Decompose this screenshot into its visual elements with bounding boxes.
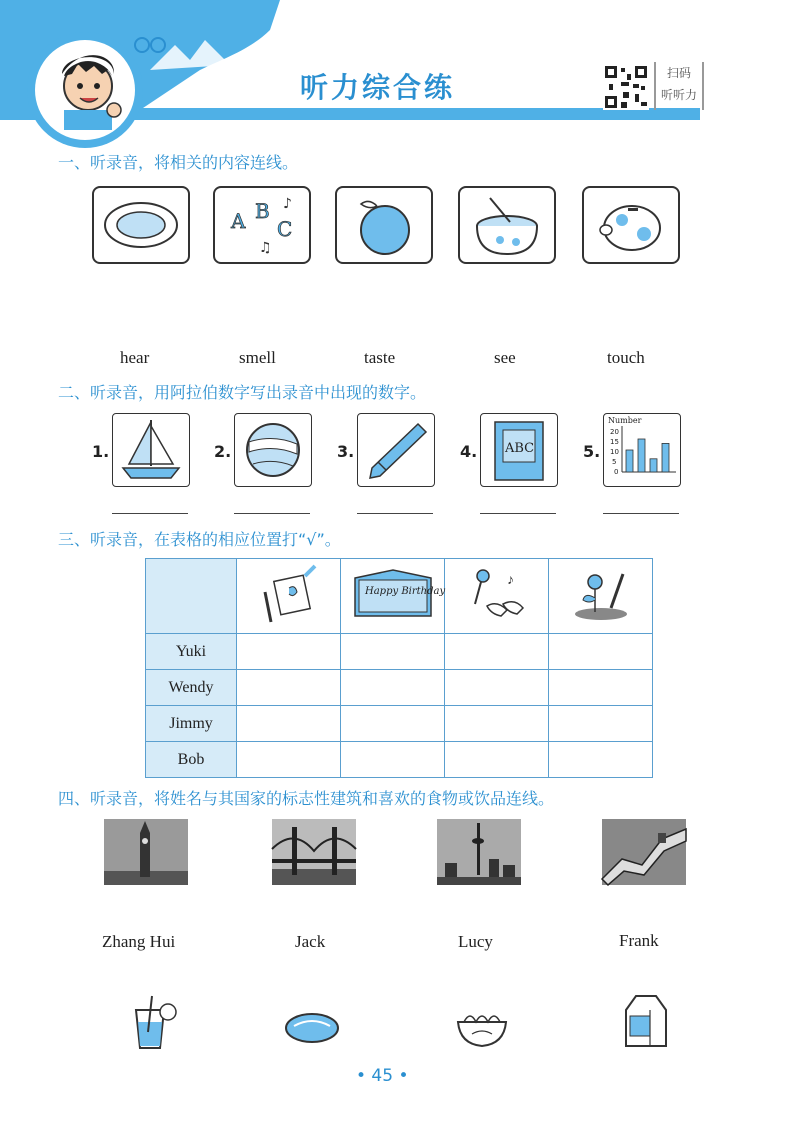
big-ben-icon xyxy=(104,819,188,885)
item-number-2: 2. xyxy=(214,442,232,461)
answer-blank-3[interactable] xyxy=(357,511,433,514)
abc-music-icon xyxy=(213,186,311,264)
name-lucy: Lucy xyxy=(458,932,493,951)
boy-avatar-icon xyxy=(42,44,132,130)
listen-label: 听听力 xyxy=(660,88,697,102)
answer-blank-1[interactable] xyxy=(112,511,188,514)
svg-text:B: B xyxy=(255,199,270,223)
svg-text:ABC: ABC xyxy=(505,441,535,456)
steak-icon xyxy=(282,996,342,1056)
cn-tower-icon xyxy=(437,819,521,885)
chart-ylabel: Number xyxy=(608,416,642,425)
noodles-icon xyxy=(452,994,512,1054)
check-cell[interactable] xyxy=(549,670,653,706)
name-zhang-hui: Zhang Hui xyxy=(102,932,176,951)
answer-blank-2[interactable] xyxy=(234,511,310,514)
table-row xyxy=(146,742,653,778)
page-title: 听力综合练 xyxy=(300,71,456,104)
row-name: Wendy xyxy=(146,670,237,706)
svg-text:♫: ♫ xyxy=(259,240,272,256)
section-3-title: 三、听录音，在表格的相应位置打“√”。 xyxy=(58,530,341,549)
table-corner xyxy=(146,559,237,634)
abc-book-icon xyxy=(480,413,558,487)
item-number-1: 1. xyxy=(92,442,110,461)
check-cell[interactable] xyxy=(341,742,445,778)
scan-listen-label xyxy=(654,62,704,110)
check-cell[interactable] xyxy=(341,706,445,742)
row-name: Yuki xyxy=(146,634,237,670)
word-taste: taste xyxy=(364,348,396,367)
chart-bar xyxy=(650,459,657,472)
plate-icon xyxy=(92,186,190,264)
page-number: • 45 • xyxy=(356,1066,409,1086)
milk-carton-icon xyxy=(614,990,674,1050)
chart-tick-0: 0 xyxy=(614,468,619,476)
word-smell: smell xyxy=(239,348,276,367)
item-number-3: 3. xyxy=(337,442,355,461)
check-cell[interactable] xyxy=(445,634,549,670)
svg-text:♪: ♪ xyxy=(506,572,514,588)
name-frank: Frank xyxy=(619,931,659,950)
table-row xyxy=(146,706,653,742)
table-row xyxy=(146,670,653,706)
planting-icon xyxy=(549,559,653,634)
svg-text:C: C xyxy=(277,217,293,241)
qr-code-icon[interactable] xyxy=(603,64,649,110)
orange-icon xyxy=(335,186,433,264)
word-see: see xyxy=(494,348,516,367)
check-cell[interactable] xyxy=(549,742,653,778)
check-cell[interactable] xyxy=(445,670,549,706)
row-name: Jimmy xyxy=(146,706,237,742)
check-cell[interactable] xyxy=(237,634,341,670)
sailboat-icon xyxy=(112,413,190,487)
soup-pot-icon xyxy=(458,186,556,264)
ball-icon xyxy=(234,413,312,487)
birthday-card-icon xyxy=(341,559,445,634)
bar-chart-icon xyxy=(603,413,681,487)
name-jack: Jack xyxy=(295,932,326,951)
item-number-5: 5. xyxy=(583,442,601,461)
check-cell[interactable] xyxy=(445,742,549,778)
chart-bar xyxy=(662,443,669,472)
check-cell[interactable] xyxy=(445,706,549,742)
juice-icon xyxy=(124,992,184,1052)
answer-blank-5[interactable] xyxy=(603,511,679,514)
chart-tick-5: 5 xyxy=(612,458,617,466)
check-cell[interactable] xyxy=(341,670,445,706)
chart-tick-15: 15 xyxy=(610,438,619,446)
section-2-title: 二、听录音，用阿拉伯数字写出录音中出现的数字。 xyxy=(58,383,427,402)
great-wall-icon xyxy=(602,819,686,885)
check-cell[interactable] xyxy=(549,634,653,670)
word-hear: hear xyxy=(120,348,150,367)
check-cell[interactable] xyxy=(341,634,445,670)
check-table xyxy=(145,558,653,778)
scan-label: 扫码 xyxy=(666,66,691,80)
check-cell[interactable] xyxy=(237,706,341,742)
item-number-4: 4. xyxy=(460,442,478,461)
music-dance-icon xyxy=(445,559,549,634)
check-cell[interactable] xyxy=(237,742,341,778)
section-1-title: 一、听录音，将相关的内容连线。 xyxy=(58,153,299,172)
word-touch: touch xyxy=(607,348,645,367)
piggy-bank-icon xyxy=(582,186,680,264)
drawing-icon xyxy=(237,559,341,634)
chart-bar xyxy=(626,450,633,472)
golden-gate-bridge-icon xyxy=(272,819,356,885)
chart-bar xyxy=(638,439,645,472)
check-cell[interactable] xyxy=(237,670,341,706)
svg-text:♪: ♪ xyxy=(283,196,292,212)
chart-tick-10: 10 xyxy=(610,448,619,456)
answer-blank-4[interactable] xyxy=(480,511,556,514)
birthday-card-text: Happy Birthday xyxy=(364,585,445,597)
row-name: Bob xyxy=(146,742,237,778)
section-4-title: 四、听录音，将姓名与其国家的标志性建筑和喜欢的食物或饮品连线。 xyxy=(58,789,555,808)
check-cell[interactable] xyxy=(549,706,653,742)
chart-tick-20: 20 xyxy=(610,428,619,436)
table-row xyxy=(146,634,653,670)
svg-text:A: A xyxy=(231,209,246,233)
pen-icon xyxy=(357,413,435,487)
